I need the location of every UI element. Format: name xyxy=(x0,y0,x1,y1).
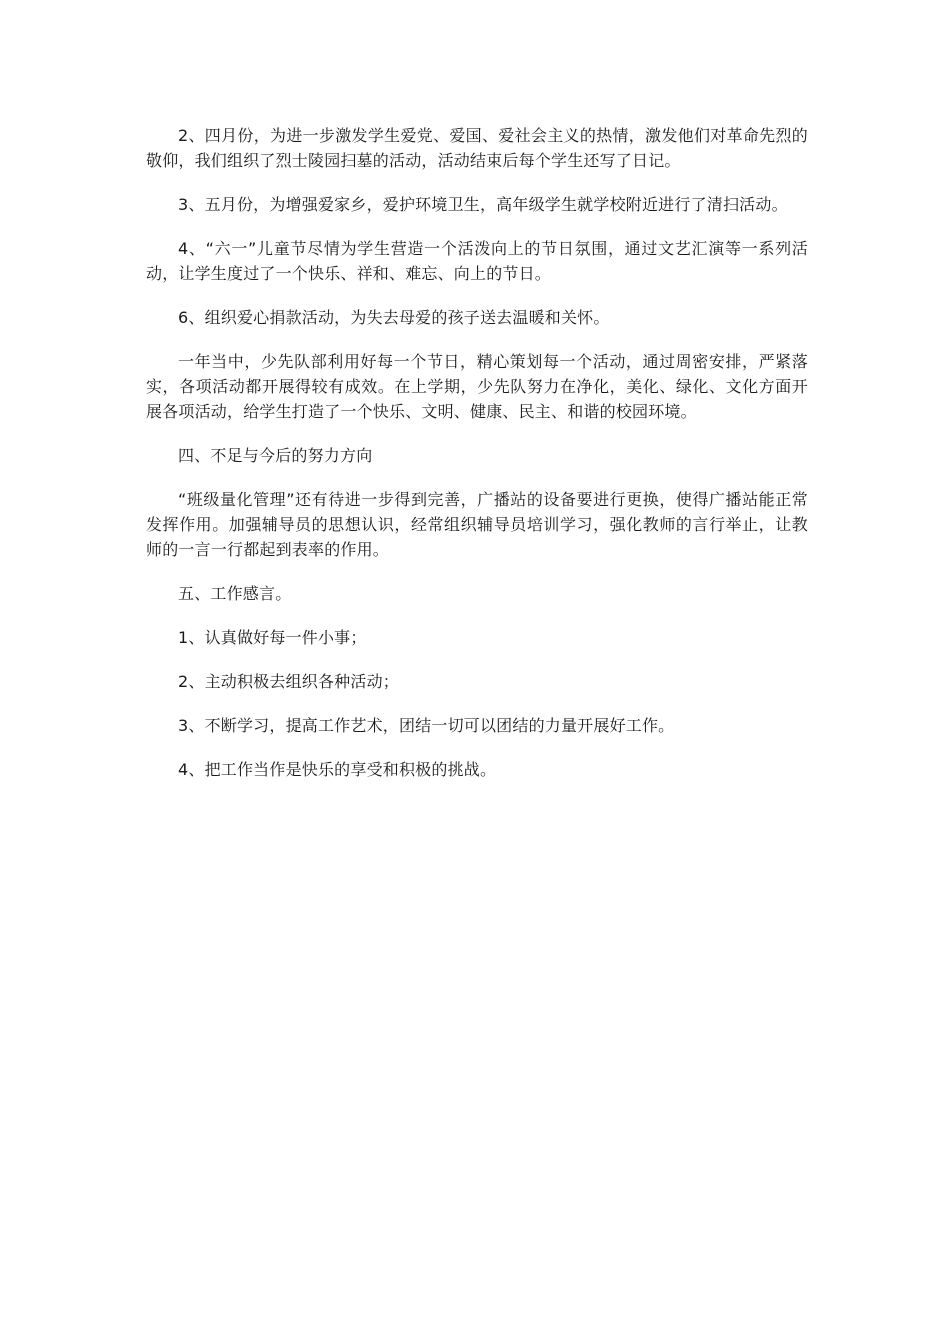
reflection-item-4: 4、把工作当作是快乐的享受和积极的挑战。 xyxy=(178,760,497,779)
document-body xyxy=(146,123,808,801)
reflection-item-3: 3、不断学习，提高工作艺术，团结一切可以团结的力量开展好工作。 xyxy=(178,716,675,735)
paragraph-shortcomings: “班级量化管理”还有待进一步得到完善，广播站的设备要进行更换，使得广播站能正常发挥作用。加强辅导员的思想认识，经常组织辅导员培训学习，强化教师的言行举止，让教师的一言一行都起到表率的作用。 xyxy=(146,490,808,559)
reflection-item-1: 1、认真做好每一件小事； xyxy=(178,628,367,647)
paragraph-item-donation: 6、组织爱心捐款活动，为失去母爱的孩子送去温暖和关怀。 xyxy=(178,308,610,327)
reflection-item-2: 2、主动积极去组织各种活动； xyxy=(178,672,399,691)
paragraph-item-childrens-day: 4、“六一”儿童节尽情为学生营造一个活泼向上的节日氛围，通过文艺汇演等一系列活动，让学生度过了一个快乐、祥和、难忘、向上的节日。 xyxy=(146,239,808,283)
section-heading-reflections: 五、工作感言。 xyxy=(178,584,292,603)
paragraph-item-april-activity: 2、四月份，为进一步激发学生爱党、爱国、爱社会主义的热情，激发他们对革命先烈的敬仰，我们组织了烈士陵园扫墓的活动，活动结束后每个学生还写了日记。 xyxy=(146,126,808,170)
paragraph-summary: 一年当中，少先队部利用好每一个节日，精心策划每一个活动，通过周密安排，严紧落实，各项活动都开展得较有成效。在上学期，少先队努力在净化，美化、绿化、文化方面开展各项活动，给学生打造了一个快乐、文明、健康、民主、和谐的校园环境。 xyxy=(146,352,808,421)
section-heading-shortcomings: 四、不足与今后的努力方向 xyxy=(178,446,373,465)
paragraph-item-may-activity: 3、五月份，为增强爱家乡，爱护环境卫生，高年级学生就学校附近进行了清扫活动。 xyxy=(178,195,788,214)
